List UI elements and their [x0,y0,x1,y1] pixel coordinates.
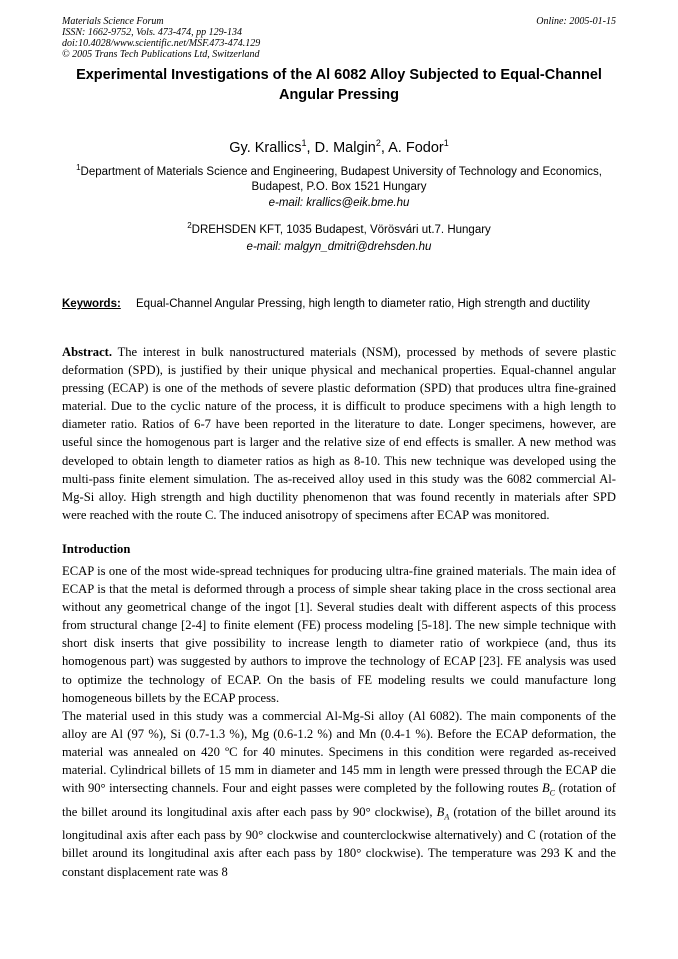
author-name: Gy. Krallics [229,139,302,156]
paragraph-text: (rotation of the billet around its longitudinal axis after each pass by 90° clockwise and counterclockwise alternatively) and C (rotation of the billet around its longitudinal axis after each pass by 180° clockwise). The temperature was 293 K and the constant displacement rate was 8 [62,804,616,879]
author-separator: , [306,139,315,156]
affiliation-2 [62,218,616,238]
route-subscript: C [549,788,555,798]
affiliation-text: DREHSDEN KFT, 1035 Budapest, Vörösvári ut.7. Hungary [191,223,491,236]
author-affiliation-mark: 1 [443,138,449,148]
route-symbol [541,781,555,798]
author-name: D. Malgin [314,139,376,156]
email-label: e-mail: [246,241,285,253]
section-heading-introduction: Introduction [62,542,131,556]
keywords-block [62,296,616,312]
journal-name: Materials Science Forum [62,16,164,27]
paragraph [62,707,616,881]
abstract-label: Abstract. [62,345,113,359]
paragraph: ECAP is one of the most wide-spread techniques for producing ultra-fine grained materials. The main idea of ECAP is that the metal is deformed through a process of simple shear taking place in the cross sectional area without any geometrical change of the ingot [1]. Several studies dealt with different aspects of this process from structural change [2-4] to finite element (FE) process modeling [5-18]. The new simple technique with short disk inserts that give possibility to increase length to diameter ratio of workpiece (and, thus its homogenous part) was suggested by authors to improve the technology of ECAP [23]. FE analysis was used to optimize the technology of ECAP. On the basis of FE modeling results we could manufacture long homogeneous billets by the ECAP process. [62,564,616,705]
author-affiliation-mark: 1 [301,138,307,148]
doi-line[interactable]: doi:10.4028/www.scientific.net/MSF.473-474.129 [62,38,261,49]
author-list [62,134,616,157]
author-affiliation-mark: 2 [375,138,381,148]
paragraph-text: The material used in this study was a commercial Al-Mg-Si alloy (Al 6082). The main components of the alloy are Al (97 %), Si (0.7-1.3 %), Mg (0.6-1.2 %) and Mn (0.4-1 %). Before the ECAP deformation, the material was annealed on 420 ºC for 40 minutes. Specimens in this condition were regarded as-received material. Cylindrical billets of 15 mm in diameter and 145 mm in length were pressed through the ECAP die with 90° intersecting channels. Four and eight passes were completed by the following routes [62,708,616,796]
route-subscript: A [444,812,450,822]
author-separator: , [380,139,389,156]
introduction-body [62,562,616,881]
keywords-label: Keywords: [62,298,121,310]
route-symbol [436,804,450,822]
author-name: A. Fodor [388,139,444,156]
email-2[interactable] [62,240,616,255]
email-1[interactable]: e-mail: krallics@eik.bme.hu [268,197,410,209]
paragraph-text: (rotation of the billet around its longitudinal axis after each pass by 90° clockwise), [62,781,616,819]
paper-title: Experimental Investigations of the Al 6082 Alloy Subjected to Equal-Channel Angular Pressing [76,67,602,103]
affiliation-1 [62,160,616,195]
issn-line: ISSN: 1662-9752, Vols. 473-474, pp 129-134 [62,27,242,38]
abstract-text: The interest in bulk nanostructured materials (NSM), processed by methods of severe plastic deformation (SPD), is justified by their unique physical and mechanical properties. Equal-channel angular pressing (ECAP) is one of the methods of severe plastic deformation (SPD) that produces ultra fine-grained material. Due to the cyclic nature of the process, it is difficult to produce specimens with a high length to diameter ratio. Ratios of 6-7 have been reported in the literature to date. Longer specimens, however, are useful since the homogenous part is larger and the relative size of end effects is smaller. A new method was developed to obtain length to diameter ratios as high as 8-10. This new technique was developed using the multi-pass finite element simulation. The as-received alloy used in this study was the 6082 commercial Al-Mg-Si alloy. High strength and high ductility phenomenon that was found recently in materials after SPD were reached with the route C. The induced anisotropy of specimens after ECAP was monitored. [62,345,616,522]
journal-header [62,16,616,60]
keywords-text: Equal-Channel Angular Pressing, high length to diameter ratio, High strength and ductility [136,298,590,310]
copyright-line: © 2005 Trans Tech Publications Ltd, Switzerland [62,49,260,60]
online-date: Online: 2005-01-15 [536,16,616,27]
email-address[interactable]: malgyn_dmitri@drehsden.hu [284,241,432,253]
affiliation-mark: 1 [76,163,81,172]
abstract-block [62,343,616,524]
route-letter: B [436,804,445,819]
route-letter: B [541,781,550,796]
affiliation-mark: 2 [187,221,192,230]
affiliation-text: Department of Materials Science and Engineering, Budapest University of Technology and Economics, Budapest, P.O. Box 1521 Hungary [80,165,602,193]
